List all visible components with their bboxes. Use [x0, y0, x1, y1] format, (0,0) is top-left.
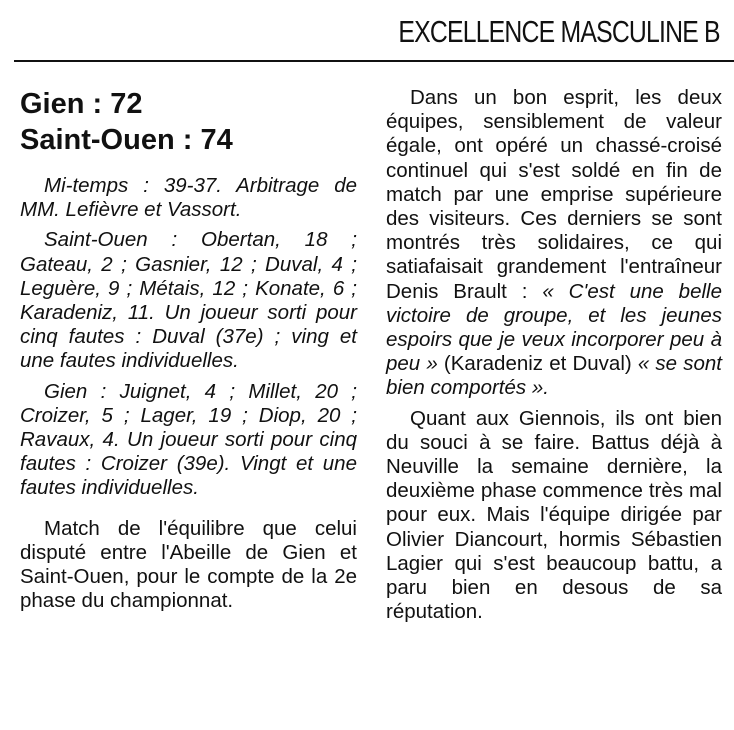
gien-lineup: Gien : Juignet, 4 ; Millet, 20 ; Croizer, 5 ; Lager, 19 ; Diop, 20 ; Ravaux, 4. Un joueur sorti pour cinq fautes : Croizer (39e). Vingt et une fautes individuelles. — [20, 379, 357, 500]
coach-quote-2: « se sont bien comportés ». — [386, 352, 722, 400]
paragraph-match: Match de l'équilibre que celui disputé entre l'Abeille de Gien et Saint-Ouen, pour le compte de la 2e phase du championnat. — [20, 516, 357, 613]
right-column — [386, 86, 722, 630]
spirit-mid: (Karadeniz et Duval) — [443, 352, 632, 376]
score-line-gien: Gien : 72 — [20, 88, 143, 120]
paragraph-spirit — [386, 86, 722, 401]
score-headline — [20, 86, 357, 158]
left-column — [20, 86, 357, 619]
score-line-saint-ouen: Saint-Ouen : 74 — [20, 124, 233, 156]
spirit-intro: Dans un bon esprit, les deux équipes, sensiblement de valeur égale, ont opéré un chassé-croisé continuel qui s'est soldé en fin de match par une emprise supérieure des visiteurs. Ces derniers se sont montrés très solidaires, ce qui satiafaisait grandement l'entraîneur Denis Brault : — [386, 86, 722, 303]
halftime-referees: Mi-temps : 39-37. Arbitrage de MM. Lefièvre et Vassort. — [20, 174, 357, 222]
section-rubric: EXCELLENCE MASCULINE B — [398, 14, 720, 49]
header-rule — [14, 60, 734, 62]
coach-quote-1: « C'est une belle victoire de groupe, et les jeunes espoirs que je veux incorporer peu à peu » — [386, 279, 722, 376]
paragraph-giennois: Quant aux Giennois, ils ont bien du souci à se faire. Battus déjà à Neuville la semaine dernière, la deuxième phase commence très mal pour eux. Mais l'équipe dirigée par Olivier Diancourt, hormis Sébastien Lagier qui s'est beaucoup battu, a paru bien en desous de sa réputation. — [386, 406, 722, 624]
saint-ouen-lineup: Saint-Ouen : Obertan, 18 ; Gateau, 2 ; Gasnier, 12 ; Duval, 4 ; Leguère, 9 ; Métais, 12 ; Konate, 6 ; Karadeniz, 11. Un joueur sorti pour cinq fautes : Duval (37e) ; ving et une fautes individuelles. — [20, 228, 357, 373]
